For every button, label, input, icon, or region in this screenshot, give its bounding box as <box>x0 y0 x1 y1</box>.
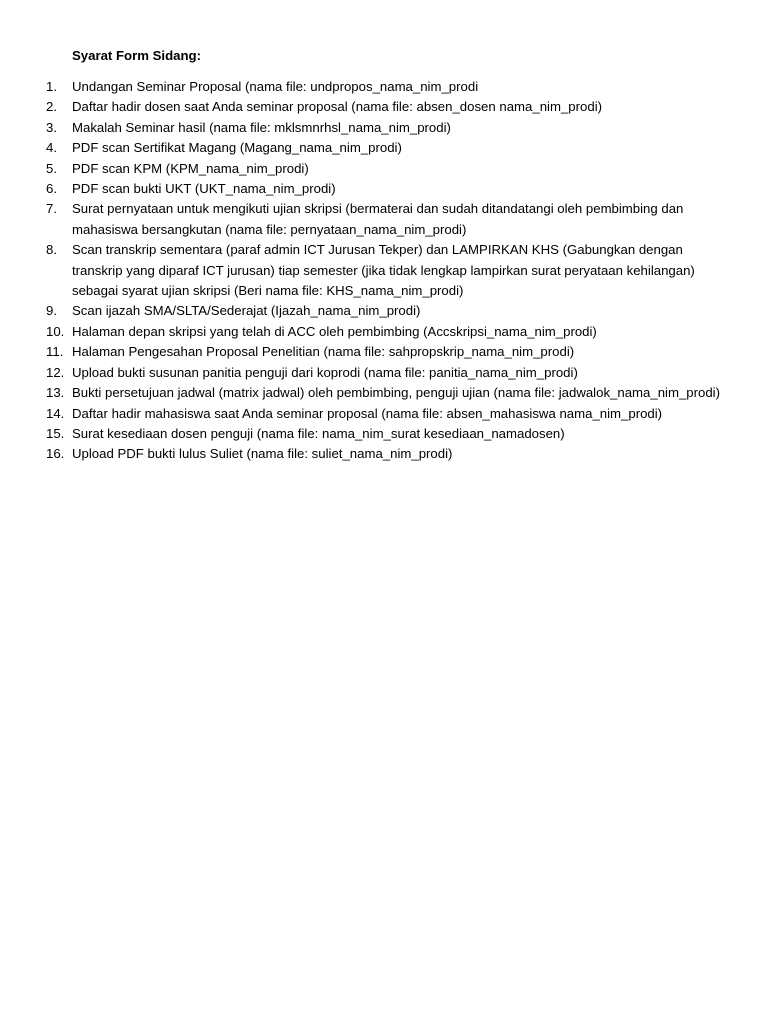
list-item <box>46 159 726 179</box>
list-item-text: Daftar hadir mahasiswa saat Anda seminar proposal (nama file: absen_mahasiswa nama_nim_prodi) <box>72 405 663 421</box>
list-item <box>46 363 726 383</box>
list-item-number: 2. <box>46 99 57 115</box>
document-title: Syarat Form Sidang: <box>72 48 201 63</box>
list-item-number: 8. <box>46 242 57 258</box>
list-item-text: Halaman depan skripsi yang telah di ACC oleh pembimbing (Accskripsi_nama_nim_prodi) <box>72 323 597 339</box>
list-item-text: Halaman Pengesahan Proposal Penelitian (nama file: sahpropskrip_nama_nim_prodi) <box>72 344 575 360</box>
list-item-number: 9. <box>46 303 57 319</box>
list-item <box>46 179 726 199</box>
list-item-number: 5. <box>46 160 57 176</box>
list-item-text: Scan transkrip sementara (paraf admin ICT Jurusan Tekper) dan LAMPIRKAN KHS (Gabungkan dengan transkrip yang diparaf ICT jurusan) tiap semester (jika tidak lengkap lampirkan surat peryataan kehilangan) sebagai syarat ujian skripsi (Beri nama file: KHS_nama_nim_prodi) <box>72 242 695 299</box>
list-item-text: PDF scan KPM (KPM_nama_nim_prodi) <box>72 160 309 176</box>
list-item-text: PDF scan Sertifikat Magang (Magang_nama_nim_prodi) <box>72 140 402 156</box>
list-item <box>46 118 726 138</box>
list-item-text: Makalah Seminar hasil (nama file: mklsmnrhsl_nama_nim_prodi) <box>72 119 451 135</box>
list-item-text: Surat kesediaan dosen penguji (nama file: nama_nim_surat kesediaan_namadosen) <box>72 425 565 441</box>
list-item-text: PDF scan bukti UKT (UKT_nama_nim_prodi) <box>72 181 336 197</box>
list-item <box>46 383 726 403</box>
list-item-number: 14. <box>46 405 65 421</box>
list-item <box>46 342 726 362</box>
list-item <box>46 138 726 158</box>
list-item-text: Bukti persetujuan jadwal (matrix jadwal) oleh pembimbing, penguji ujian (nama file: jadwalok_nama_nim_prodi) <box>72 385 720 401</box>
list-item-number: 1. <box>46 79 57 94</box>
list-item-text: Upload bukti susunan panitia penguji dari koprodi (nama file: panitia_nama_nim_prodi) <box>72 364 578 380</box>
list-item-number: 3. <box>46 119 57 135</box>
list-item-number: 4. <box>46 140 57 156</box>
list-item <box>46 424 726 444</box>
list-item-text: Surat pernyataan untuk mengikuti ujian skripsi (bermaterai dan sudah ditandatangi oleh pembimbing dan mahasiswa bersangkutan (nama file: pernyataan_nama_nim_prodi) <box>72 201 684 237</box>
list-item-text: Undangan Seminar Proposal (nama file: undpropos_nama_nim_prodi <box>72 79 479 94</box>
list-item-text: Daftar hadir dosen saat Anda seminar proposal (nama file: absen_dosen nama_nim_prodi) <box>72 99 603 115</box>
list-item <box>46 322 726 342</box>
list-item-number: 16. <box>46 446 65 462</box>
list-item-number: 13. <box>46 385 65 401</box>
list-item-number: 10. <box>46 323 65 339</box>
list-item <box>46 301 726 321</box>
list-item <box>46 77 726 97</box>
list-item <box>46 444 726 464</box>
list-item-number: 6. <box>46 181 57 197</box>
list-item-text: Upload PDF bukti lulus Suliet (nama file: suliet_nama_nim_prodi) <box>72 446 453 462</box>
list-item-number: 7. <box>46 201 57 217</box>
list-item <box>46 97 726 117</box>
list-item <box>46 199 726 240</box>
list-item-text: Scan ijazah SMA/SLTA/Sederajat (Ijazah_nama_nim_prodi) <box>72 303 421 319</box>
list-item <box>46 240 726 301</box>
list-item-number: 12. <box>46 364 65 380</box>
list-item-number: 11. <box>46 344 64 360</box>
requirements-list <box>46 77 726 465</box>
list-item-number: 15. <box>46 425 65 441</box>
list-item <box>46 404 726 424</box>
